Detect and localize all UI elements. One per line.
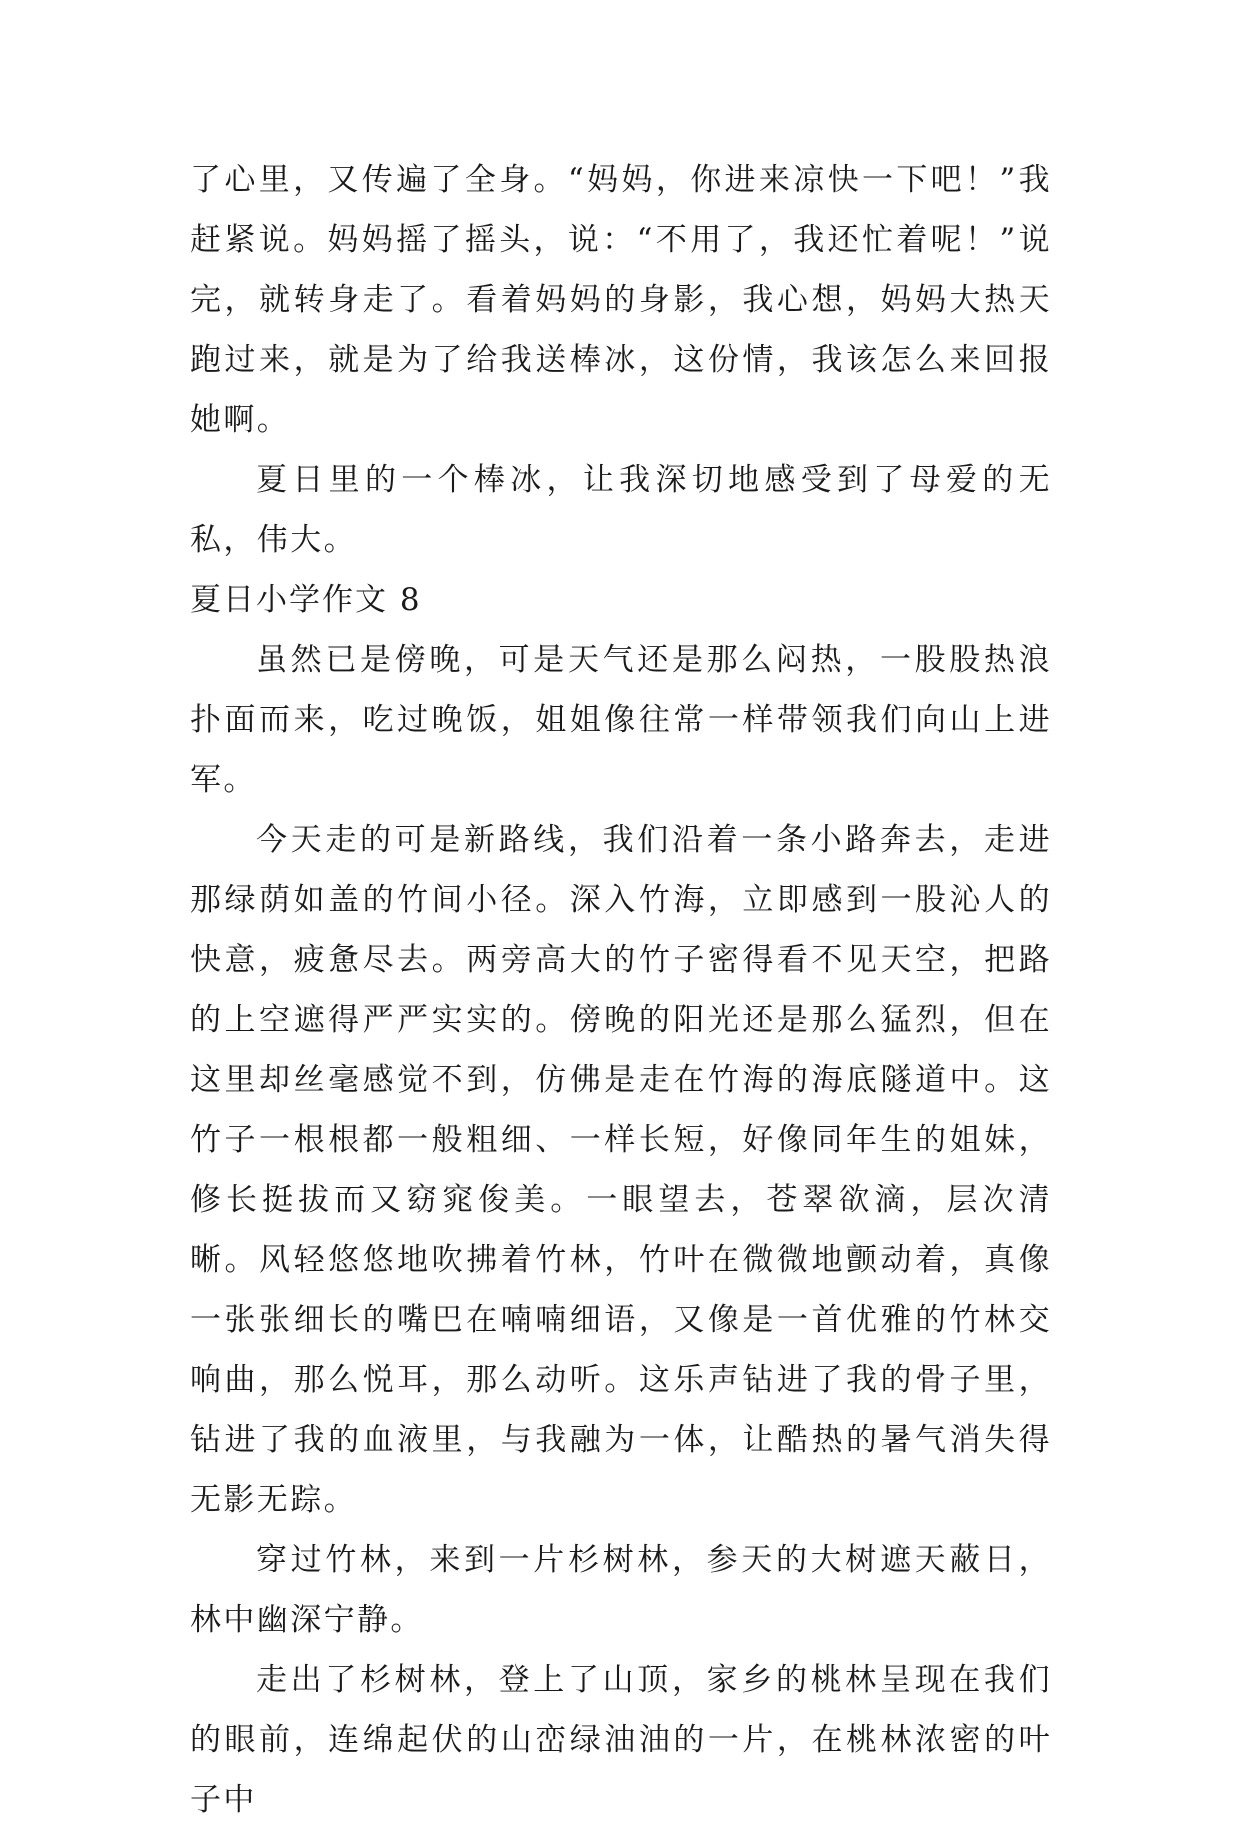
paragraph-continued: 了心里，又传遍了全身。“妈妈，你进来凉快一下吧！”我赶紧说。妈妈摇了摇头，说：“不用了，我还忙着呢！”说完，就转身走了。看着妈妈的身影，我心想，妈妈大热天跑过来，就是为了给我送棒冰，这份情，我该怎么来回报她啊。 [190, 162, 1052, 438]
paragraph-fir-forest: 穿过竹林，来到一片杉树林，参天的大树遮天蔽日，林中幽深宁静。 [190, 1542, 1052, 1638]
document-page [190, 150, 1052, 1830]
paragraph-conclusion: 夏日里的一个棒冰，让我深切地感受到了母爱的无私，伟大。 [190, 462, 1052, 558]
paragraph-peach-grove: 走出了杉树林，登上了山顶，家乡的桃林呈现在我们的眼前，连绵起伏的山峦绿油油的一片，在桃林浓密的叶子中 [190, 1662, 1052, 1818]
paragraph-bamboo-forest: 今天走的可是新路线，我们沿着一条小路奔去，走进那绿荫如盖的竹间小径。深入竹海，立即感到一股沁人的快意，疲惫尽去。两旁高大的竹子密得看不见天空，把路的上空遮得严严实实的。傍晚的阳光还是那么猛烈，但在这里却丝毫感觉不到，仿佛是走在竹海的海底隧道中。这竹子一根根都一般粗细、一样长短，好像同年生的姐妹，修长挺拔而又窈窕俊美。一眼望去，苍翠欲滴，层次清晰。风轻悠悠地吹拂着竹林，竹叶在微微地颤动着，真像一张张细长的嘴巴在喃喃细语，又像是一首优雅的竹林交响曲，那么悦耳，那么动听。这乐声钻进了我的骨子里，钻进了我的血液里，与我融为一体，让酷热的暑气消失得无影无踪。 [190, 822, 1052, 1518]
essay-heading: 夏日小学作文 8 [190, 582, 422, 618]
paragraph-opening: 虽然已是傍晚，可是天气还是那么闷热，一股股热浪扑面而来，吃过晚饭，姐姐像往常一样带领我们向山上进军。 [190, 642, 1052, 798]
